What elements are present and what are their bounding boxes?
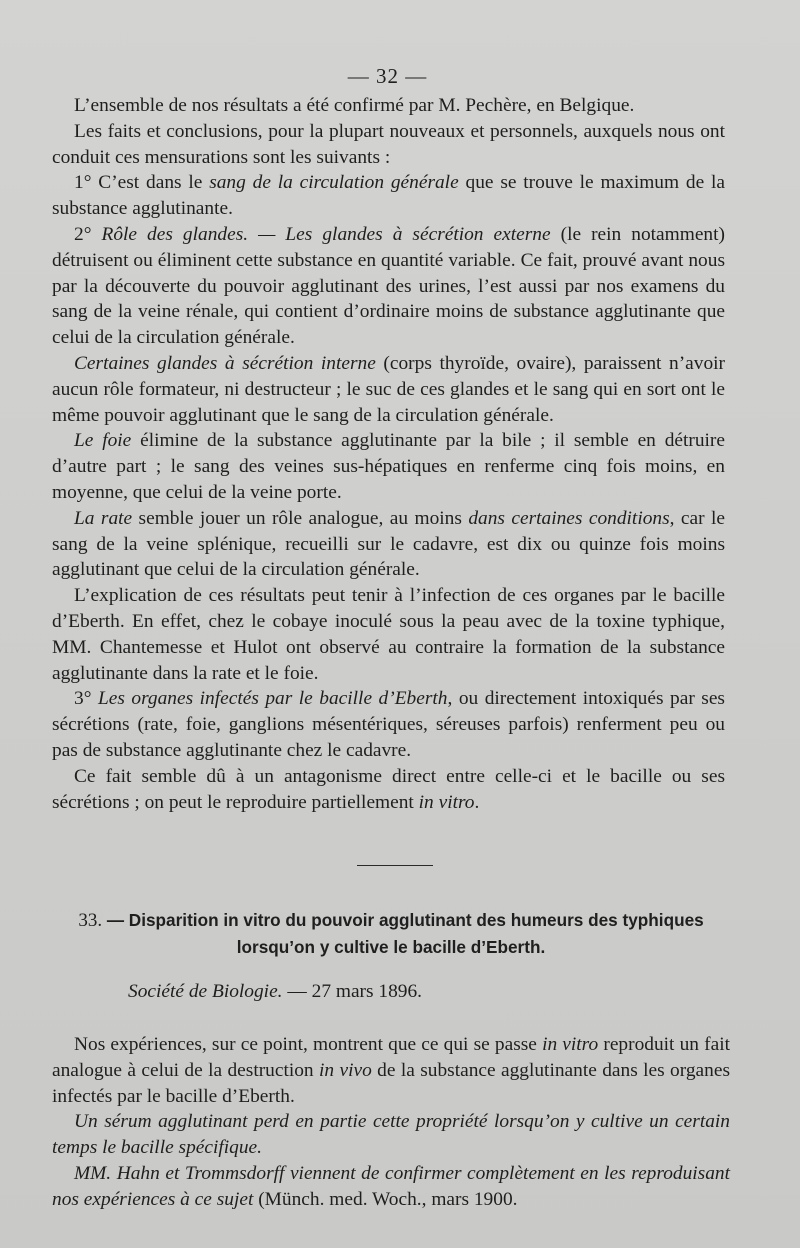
italic-text: MM. Hahn et Trommsdorff viennent de confirmer complètement en les reproduisant nos expériences à ce sujet (52, 1162, 730, 1210)
italic-text: Certaines glandes à sécrétion interne (74, 352, 376, 374)
text-run: de la substance agglutinante dans les organes infectés par le bacille d’Eberth. (52, 1059, 730, 1107)
body-paragraph (52, 93, 725, 119)
body-paragraph (52, 428, 725, 505)
section-number: 33. (78, 910, 103, 931)
section-paragraph (52, 1161, 730, 1213)
body-paragraph (52, 764, 725, 816)
section-body (52, 1032, 730, 1213)
text-run: Nos expériences, sur ce point, montrent que ce qui se passe (74, 1034, 543, 1055)
source-date: — 27 mars 1896. (282, 981, 423, 1002)
italic-text: Rôle des glandes. — Les glandes à sécrétion externe (101, 223, 551, 245)
italic-text: La rate (74, 507, 133, 529)
source-journal: Société de Biologie. (128, 981, 283, 1002)
italic-text: Le foie (74, 430, 132, 452)
italic-text: Les organes infectés par le bacille d’Eberth (97, 688, 448, 710)
text-run: 3° (74, 688, 98, 710)
body-paragraph (52, 119, 725, 171)
body-paragraph (52, 686, 725, 763)
text-run: Les faits et conclusions, pour la plupart nouveaux et personnels, auxquels nous ont conduit ces mensurations sont les suivants : (52, 120, 725, 168)
text-run: élimine de la substance agglutinante par la bile ; il semble en détruire d’autre part ; le sang des veines sus-hépatiques en renferme cinq fois moins, en moyenne, que celui de la veine porte. (52, 430, 725, 503)
section-heading (52, 907, 730, 960)
section-paragraph (52, 1032, 730, 1109)
text-run: (corps thyroïde, ovaire), paraissent n’avoir aucun rôle formateur, ni destructeur ; le suc de ces glandes et le sang qui en sort ont le même pouvoir agglutinant que le sang de la circulation générale. (52, 352, 725, 426)
italic-text: Un sérum agglutinant perd en partie cette propriété lorsqu’on y cultive un certain temps le bacille spécifique. (52, 1111, 730, 1159)
text-run: . (474, 791, 480, 813)
page-number: — 32 — (347, 64, 428, 88)
section-title: — Disparition in vitro du pouvoir agglutinant des humeurs des typhiques lorsqu’on y cultive le bacille d’Eberth. (106, 910, 704, 957)
section-source (52, 979, 730, 1005)
italic-text: in vitro (542, 1034, 599, 1055)
body-paragraph (52, 170, 725, 222)
text-run: L’explication de ces résultats peut tenir à l’infection de ces organes par le bacille d’Eberth. En effet, chez le cobaye inoculé sous la peau avec de la toxine typhique, MM. Chantemesse et Hulot ont observé au contraire la formation de la substance agglutinante dans la rate et le foie. (52, 585, 725, 684)
section-33 (52, 907, 730, 1213)
italic-text: in vitro (418, 791, 475, 813)
body-paragraph (52, 506, 725, 583)
text-run: 2° (74, 223, 102, 245)
body-paragraph (52, 583, 725, 686)
main-text (52, 93, 725, 815)
section-separator (357, 865, 433, 866)
text-run: , ou directement intoxiqués par ses sécrétions (rate, foie, ganglions mésentériques, séreuses parfois) renferment peu ou pas de substance agglutinante chez le cadavre. (52, 688, 725, 761)
text-run: (le rein notamment) détruisent ou éliminent cette substance en quantité variable. Ce fait, prouvé avant nous par la découverte du pouvoir agglutinant des urines, l’est aussi par nos examens du sang de la veine rénale, qui contient d’ordinaire moins de substance agglutinante que celui de la circulation générale. (52, 223, 725, 349)
body-paragraph (52, 222, 725, 351)
text-run: semble jouer un rôle analogue, au moins (132, 507, 469, 529)
italic-text: sang de la circulation générale (209, 172, 459, 194)
text-run: , car le sang de la veine splénique, recueilli sur le cadavre, est dix ou quinze fois moins agglutinant que celui de la circulation générale. (52, 507, 725, 581)
body-paragraph (52, 351, 725, 428)
section-paragraph (52, 1109, 730, 1161)
text-run: reproduit un fait analogue à celui de la destruction (52, 1034, 730, 1081)
italic-text: in vivo (319, 1059, 372, 1081)
text-run: 1° C’est dans le (74, 172, 210, 194)
italic-text: dans certaines conditions (468, 507, 670, 529)
text-run: (Münch. med. Woch., mars 1900. (253, 1188, 518, 1210)
text-run: que se trouve le maximum de la substance agglutinante. (52, 172, 726, 220)
text-run: Ce fait semble dû à un antagonisme direct entre celle-ci et le bacille ou ses sécrétions ; on peut le reproduire partiellement (52, 765, 725, 813)
text-run: L’ensemble de nos résultats a été confirmé par M. Pechère, en Belgique. (74, 95, 635, 116)
